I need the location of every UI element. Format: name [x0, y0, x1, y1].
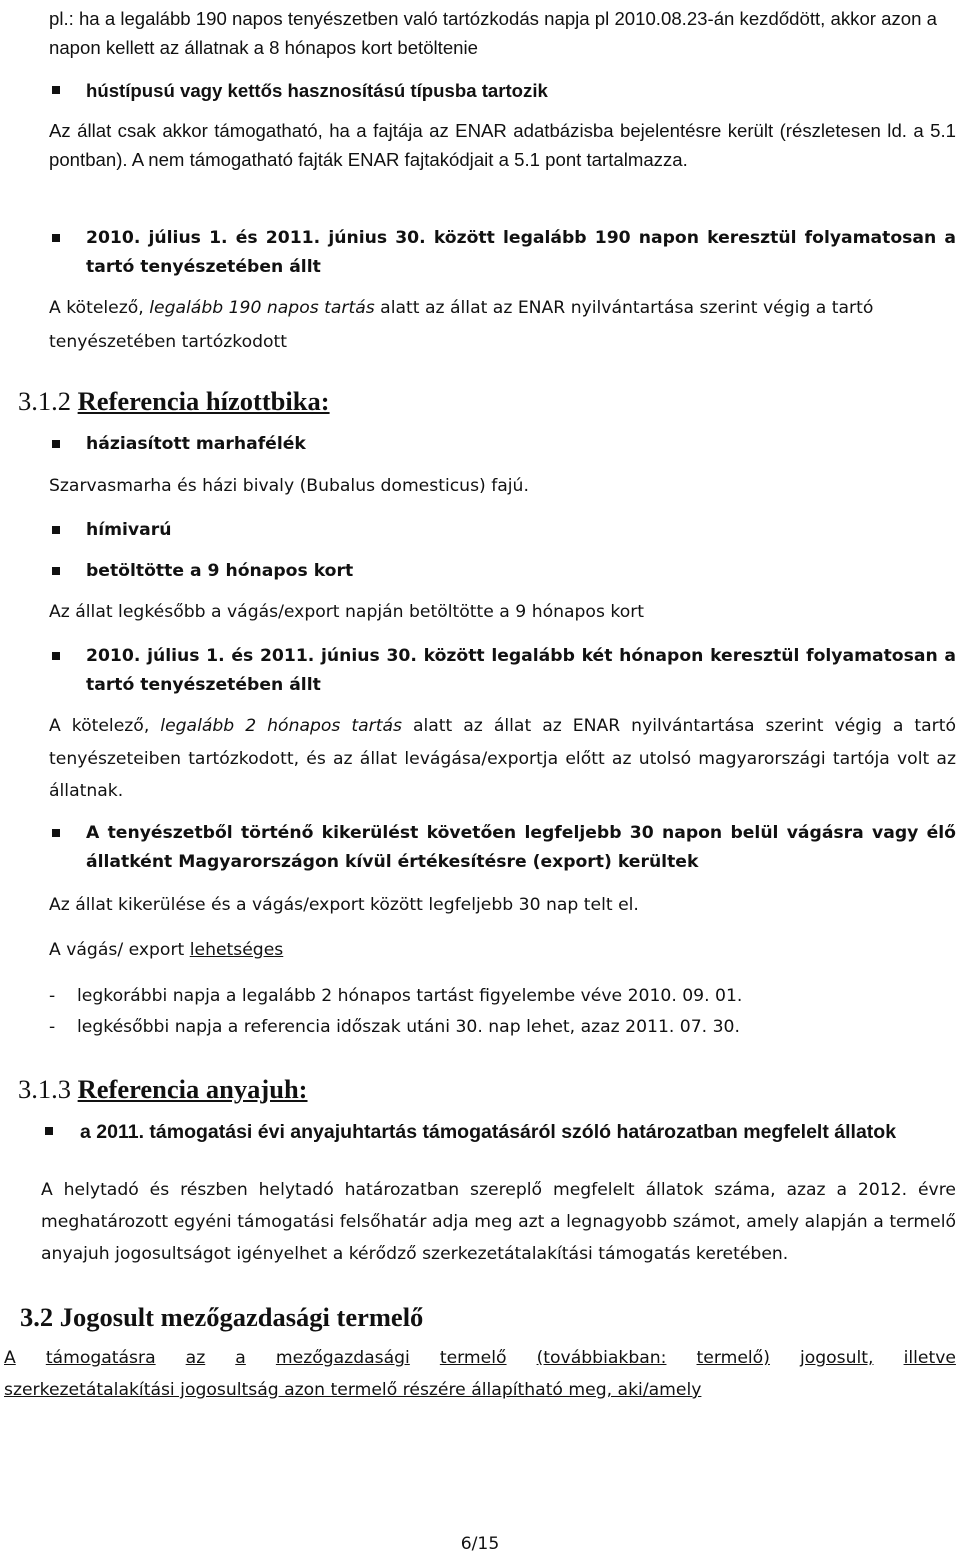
bullet-ewes: a 2011. támogatási évi anyajuhtartás támogatásáról szóló határozatban megfelelt állatok — [42, 1119, 956, 1145]
species-paragraph: Szarvasmarha és házi bivaly (Bubalus domesticus) fajú. — [49, 476, 529, 496]
justified-line — [4, 1342, 956, 1374]
mandatory-holding-paragraph: A kötelező, legalább 2 hónapos tartás alatt az állat az ENAR nyilvántartása szerint végig a tartó tenyészeteiben tartózkodott, és az állat levágása/exportja előtt az utolsó magyarországi tartója volt az állatnak. — [49, 716, 956, 801]
paragraph-word: az — [185, 1348, 206, 1368]
export-possible-paragraph: A vágás/ export lehetséges — [49, 940, 284, 960]
bullet-square-icon — [52, 526, 60, 534]
removal-paragraph: Az állat kikerülése és a vágás/export között legfeljebb 30 nap telt el. — [49, 895, 639, 915]
age-paragraph: Az állat legkésőbb a vágás/export napján betöltötte a 9 hónapos kort — [49, 602, 645, 622]
bullet-square-icon — [52, 567, 60, 575]
bullet-meat-type: hústípusú vagy kettős hasznosítású típusba tartozik — [49, 76, 956, 105]
page-number: 6/15 — [460, 1534, 500, 1554]
bullet-male: hímivarú — [49, 513, 956, 547]
bullet-9-months: betöltötte a 9 hónapos kort — [49, 554, 956, 588]
eligible-farmer-paragraph — [4, 1342, 956, 1406]
paragraph-word: termelő) — [696, 1348, 770, 1368]
intro-paragraph — [49, 4, 956, 62]
dash-item-earliest: - legkorábbi napja a legalább 2 hónapos tartást figyelembe véve 2010. 09. 01. — [49, 986, 743, 1006]
paragraph-word: támogatásra — [45, 1348, 156, 1368]
bullet-domestic-cattle: háziasított marhafélék — [49, 427, 956, 461]
bullet-square-icon — [52, 86, 60, 94]
breed-paragraph: Az állat csak akkor támogatható, ha a fajtája az ENAR adatbázisba bejelentésre került (részletesen ld. a 5.1 pontban). A nem támogatható fajták ENAR fajtakódjait a 5.1 pont tartalmazza. — [49, 120, 956, 170]
heading-3-1-3: 3.1.3 Referencia anyajuh: — [18, 1074, 308, 1104]
bullet-square-icon — [52, 234, 60, 242]
bullet-square-icon — [45, 1127, 53, 1135]
heading-3-2: 3.2 Jogosult mezőgazdasági termelő — [20, 1302, 424, 1332]
paragraph-word: a — [235, 1348, 246, 1368]
paragraph-word: mezőgazdasági — [275, 1348, 410, 1368]
paragraph-word: illetve — [903, 1348, 956, 1368]
paragraph-line-2: szerkezetátalakítási jogosultság azon termelő részére állapítható meg, aki/amely — [4, 1380, 702, 1400]
heading-3-1-2: 3.1.2 Referencia hízottbika: — [18, 386, 330, 416]
paragraph-word: jogosult, — [799, 1348, 874, 1368]
holding-paragraph: A kötelező, legalább 190 napos tartás alatt az állat az ENAR nyilvántartása szerint végig a tartó tenyészetében tartózkodott — [49, 298, 874, 352]
dash-item-latest: - legkésőbbi napja a referencia időszak utáni 30. nap lehet, azaz 2011. 07. 30. — [49, 1017, 740, 1037]
bullet-190-days: 2010. július 1. és 2011. június 30. között legalább 190 napon keresztül folyamatosan a tartó tenyészetében állt — [49, 224, 956, 282]
paragraph-word: A — [4, 1348, 16, 1368]
bullet-square-icon — [52, 440, 60, 448]
bullet-square-icon — [52, 652, 60, 660]
intro-text: pl.: ha a legalább 190 napos tenyészetben való tartózkodás napja pl 2010.08.23-án kezdődött, akkor azon a napon kellett az állatnak a 8 hónapos kort betöltenie — [49, 8, 937, 58]
ewes-paragraph: A helytadó és részben helytadó határozatban szereplő megfelelt állatok száma, azaz a 2012. évre meghatározott egyéni támogatási felsőhatár adja meg azt a legnagyobb számot, amely alapján a termelő anyajuh jogosultságot igényelhet a kérődző szerkezetátalakítási támogatás keretében. — [41, 1180, 956, 1264]
bullet-30-days: A tenyészetből történő kikerülést követően legfeljebb 30 napon belül vágásra vagy élő állatként Magyarországon kívül értékesítésre (export) kerültek — [49, 819, 956, 877]
paragraph-word: (továbbiakban: — [536, 1348, 667, 1368]
paragraph-word: termelő — [439, 1348, 507, 1368]
bullet-two-months: 2010. július 1. és 2011. június 30. között legalább két hónapon keresztül folyamatosan a tartó tenyészetében állt — [49, 642, 956, 700]
bullet-square-icon — [52, 829, 60, 837]
